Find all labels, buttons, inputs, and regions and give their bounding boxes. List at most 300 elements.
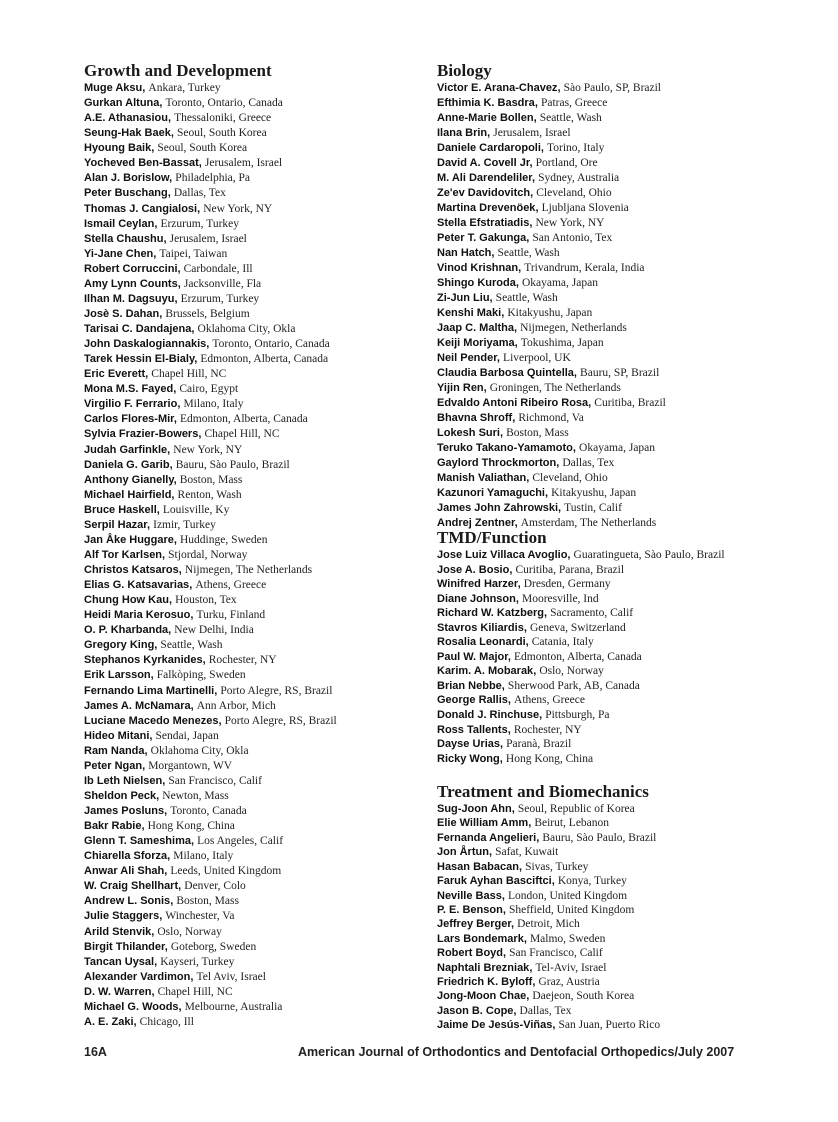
reviewer-name: Anne-Marie Bollen (437, 112, 534, 124)
section-heading: Treatment and Biomechanics (437, 782, 649, 801)
reviewer-location: Paranà, Brazil (506, 738, 572, 751)
reviewer-location: Oslo, Norway (539, 665, 604, 678)
separator: , (514, 337, 521, 349)
separator: , (533, 112, 540, 124)
separator: , (523, 932, 530, 945)
reviewer-location: Louisville, Ky (162, 503, 230, 516)
reviewer-entry (84, 804, 484, 819)
reviewer-location: Rochester, NY (208, 654, 277, 667)
reviewer-name: Daniela G. Garib (84, 458, 170, 471)
reviewer-entry (437, 501, 837, 516)
reviewer-name: Nan Hatch (437, 247, 492, 259)
reviewer-location: Richmond, Va (518, 412, 584, 424)
reviewer-location: Cairo, Egypt (179, 383, 239, 396)
reviewer-entry (437, 1018, 837, 1032)
reviewer-name: Jason B. Cope (437, 1004, 514, 1017)
reviewer-entry (84, 262, 484, 277)
reviewer-location: Milano, Italy (173, 850, 234, 863)
reviewer-location: Trivandrum, Kerala, India (524, 262, 645, 274)
reviewer-entry (84, 217, 484, 232)
separator: , (169, 458, 176, 471)
reviewer-location: Kitakyushu, Japan (507, 307, 593, 319)
reviewer-location: Jerusalem, Israel (169, 232, 247, 245)
reviewer-entry (84, 548, 484, 563)
reviewer-name: Judah Garfinkle (84, 443, 168, 456)
reviewer-entry (84, 729, 484, 744)
reviewer-entry (84, 940, 484, 955)
reviewer-location: Izmir, Turkey (153, 518, 216, 531)
reviewer-name: Ross Tallents (437, 723, 508, 736)
reviewer-name: W. Craig Shellhart (84, 880, 179, 893)
separator: , (499, 752, 506, 765)
reviewer-location: Torino, Italy (547, 142, 605, 154)
reviewer-name: Jan Åke Huggare (84, 533, 174, 546)
reviewer-entry (437, 246, 837, 261)
reviewer-entry (84, 352, 484, 367)
reviewer-entry (84, 533, 484, 548)
reviewer-name: Tarek Hessin El-Bialy (84, 353, 195, 366)
reviewer-entry (84, 970, 484, 985)
reviewer-entry (437, 621, 837, 636)
reviewer-location: Edmonton, Alberta, Canada (514, 650, 642, 663)
reviewer-name: Ilana Brin (437, 127, 488, 139)
reviewer-location: Oklahoma City, Okla (197, 323, 296, 335)
reviewer-name: Victor E. Arana-Chavez (437, 82, 558, 94)
separator: , (150, 669, 157, 682)
reviewer-name: P. E. Benson (437, 903, 503, 916)
reviewer-entry (84, 186, 484, 201)
reviewer-entry (84, 819, 484, 834)
separator: , (513, 1004, 520, 1017)
separator: , (512, 412, 519, 424)
separator: , (154, 217, 161, 230)
reviewer-location: Cleveland, Ohio (536, 187, 612, 199)
reviewer-name: Keiji Moriyama (437, 337, 515, 349)
separator: , (503, 947, 510, 960)
reviewer-location: Tel Aviv, Israel (196, 970, 266, 983)
separator: , (164, 940, 171, 953)
reviewer-location: New York, NY (203, 202, 273, 215)
reviewer-entry (84, 789, 484, 804)
reviewer-entry (84, 894, 484, 909)
reviewer-entry (84, 126, 484, 141)
reviewer-entry (437, 889, 837, 903)
reviewer-entry (437, 186, 837, 201)
separator: , (525, 636, 532, 649)
separator: , (518, 860, 526, 873)
reviewer-location: Bauru, Sào Paulo, Brazil (175, 458, 290, 471)
reviewer-name: Peter T. Gakunga (437, 232, 527, 244)
reviewer-name: Naphtali Brezniak (437, 961, 530, 974)
reviewer-location: Goteborg, Sweden (170, 940, 257, 953)
reviewer-entry (84, 322, 484, 337)
reviewer-name: Karim. A. Mobarak (437, 665, 534, 678)
reviewer-entry (437, 276, 837, 291)
reviewer-entry (437, 231, 837, 246)
reviewer-name: Paul W. Major (437, 650, 508, 663)
reviewer-entry (84, 458, 484, 473)
reviewer-entry (437, 723, 837, 738)
reviewer-location: Toronto, Canada (170, 805, 247, 817)
separator: , (514, 322, 521, 334)
reviewer-location: Seattle, Wash (539, 112, 602, 124)
reviewer-location: San Francisco, Calif (509, 947, 603, 960)
reviewer-location: Sacramento, Calif (550, 607, 634, 620)
reviewer-location: Thessaloniki, Greece (174, 112, 272, 125)
reviewer-location: Boston, Mass (506, 427, 569, 439)
separator: , (526, 232, 533, 244)
reviewer-location: Seoul, South Korea (157, 142, 248, 155)
separator: , (526, 472, 533, 484)
section-heading: Growth and Development (84, 61, 272, 80)
reviewer-name: Ismail Ceylan (84, 217, 155, 230)
reviewer-location: Toronto, Ontario, Canada (212, 338, 330, 351)
reviewer-entry (84, 81, 484, 96)
separator: , (545, 487, 552, 499)
reviewer-entry (437, 396, 837, 411)
reviewer-location: Ann Arbor, Mich (196, 699, 276, 712)
reviewer-name: Edvaldo Antoni Ribeiro Rosa (437, 397, 589, 409)
reviewer-location: Jerusalem, Israel (204, 157, 283, 170)
reviewer-location: San Antonio, Tex (532, 232, 613, 244)
reviewer-location: Cleveland, Ohio (532, 472, 608, 484)
reviewer-entry (437, 171, 837, 186)
separator: , (177, 398, 184, 411)
separator: , (133, 1015, 140, 1028)
reviewer-location: Rochester, NY (513, 723, 582, 736)
reviewer-entry (84, 714, 484, 729)
reviewer-name: Jose A. Bosio (437, 563, 510, 576)
separator: , (557, 82, 564, 94)
reviewer-name: Luciane Macedo Menezes (84, 714, 219, 727)
reviewer-entry (437, 366, 837, 381)
reviewer-entry (84, 1015, 484, 1030)
reviewer-name: Rosalia Leonardi (437, 636, 526, 649)
reviewer-name: Michael Hairfield (84, 488, 172, 501)
reviewer-location: Sivas, Turkey (525, 860, 589, 873)
reviewer-name: Winifred Harzer (437, 578, 518, 591)
separator: , (552, 1019, 559, 1032)
reviewer-entry (84, 925, 484, 940)
reviewer-entry (84, 473, 484, 488)
reviewer-location: Falkòping, Sweden (156, 669, 246, 682)
reviewer-entry (437, 96, 837, 111)
reviewer-location: Jerusalem, Israel (493, 127, 571, 139)
reviewer-name: Vinod Krishnan (437, 262, 519, 274)
reviewer-entry (437, 664, 837, 679)
separator: , (190, 609, 197, 622)
reviewer-entry (84, 985, 484, 1000)
reviewer-entry (437, 606, 837, 621)
separator: , (529, 157, 536, 169)
separator: , (178, 564, 185, 576)
section-biology (437, 61, 837, 531)
separator: , (515, 592, 522, 605)
reviewer-name: Ib Leth Nielsen (84, 774, 163, 787)
reviewer-name: Birgit Thilander (84, 940, 165, 953)
reviewer-entry (84, 202, 484, 217)
reviewer-entry (437, 548, 837, 563)
separator: , (141, 820, 148, 833)
separator: , (168, 624, 175, 637)
separator: , (194, 353, 201, 366)
separator: , (173, 473, 180, 486)
separator: , (551, 875, 558, 888)
reviewer-name: Yijin Ren (437, 382, 484, 394)
reviewer-name: John Daskalogiannakis (84, 338, 207, 351)
reviewer-entry (84, 232, 484, 247)
reviewer-name: Christos Katsaros (84, 564, 179, 576)
reviewer-location: New York, NY (173, 443, 243, 456)
separator: , (153, 247, 160, 260)
reviewer-entry (84, 684, 484, 699)
reviewer-entry (437, 441, 837, 456)
separator: , (536, 831, 543, 844)
reviewer-name: Yocheved Ben-Bassat (84, 157, 199, 170)
reviewer-name: Arild Stenvik (84, 925, 152, 938)
reviewer-name: Alan J. Borislow (84, 172, 170, 185)
reviewer-entry (84, 849, 484, 864)
reviewer-location: Turku, Finland (196, 609, 266, 622)
reviewer-location: Toronto, Ontario, Canada (165, 97, 283, 110)
reviewer-name: Hyoung Baik (84, 142, 152, 155)
reviewer-entry (84, 503, 484, 518)
reviewer-entry (84, 653, 484, 668)
reviewer-entry (437, 946, 837, 960)
separator: , (190, 835, 198, 848)
reviewer-name: Jaime De Jesús-Viñas (437, 1019, 553, 1032)
separator: , (534, 97, 541, 109)
reviewer-entry (84, 307, 484, 322)
reviewer-location: Geneva, Switzerland (529, 621, 626, 634)
reviewer-entry (437, 261, 837, 276)
separator: , (151, 142, 158, 155)
reviewer-entry (437, 336, 837, 351)
reviewer-location: Groningen, The Netherlands (489, 382, 621, 394)
reviewer-entry (84, 337, 484, 352)
reviewer-location: Chapel Hill, NC (157, 985, 233, 998)
reviewer-name: Shingo Kuroda (437, 277, 516, 289)
reviewer-location: Leeds, United Kingdom (170, 865, 282, 878)
reviewer-location: Tokushima, Japan (520, 337, 604, 349)
section-tmd-function (437, 528, 837, 766)
reviewer-entry (437, 216, 837, 231)
separator: , (529, 217, 536, 229)
reviewer-entry (437, 291, 837, 306)
reviewer-name: Chiarella Sforza (84, 850, 168, 863)
reviewer-name: Sheldon Peck (84, 789, 157, 802)
reviewer-location: Catania, Italy (531, 636, 594, 649)
reviewer-name: Alexander Vardimon (84, 970, 191, 983)
reviewer-name: Virgilio F. Ferrario (84, 398, 178, 411)
reviewer-entry (437, 650, 837, 665)
reviewer-name: Fernanda Angelieri (437, 831, 537, 844)
separator: , (483, 382, 490, 394)
reviewer-entry (84, 955, 484, 970)
reviewer-name: Heidi Maria Kerosuo (84, 609, 191, 622)
separator: , (173, 383, 180, 396)
separator: , (151, 985, 158, 998)
reviewer-name: D. W. Warren (84, 985, 152, 998)
reviewer-entry (84, 668, 484, 683)
reviewer-location: Seoul, South Korea (176, 127, 267, 140)
reviewer-name: Bruce Haskell (84, 503, 157, 516)
reviewer-entry (437, 903, 837, 917)
reviewer-name: Alf Tor Karlsen (84, 548, 163, 561)
reviewer-entry (84, 443, 484, 458)
reviewer-location: Porto Alegre, RS, Brazil (224, 714, 337, 727)
separator: , (488, 846, 496, 859)
reviewer-name: Hideo Mitani (84, 729, 150, 742)
separator: , (151, 925, 158, 938)
reviewer-name: Donald J. Rinchuse (437, 709, 540, 722)
reviewer-name: Martina Drevenöek (437, 202, 536, 214)
reviewer-location: Sheffield, United Kingdom (508, 903, 635, 916)
reviewer-name: O. P. Kharbanda (84, 624, 169, 637)
reviewer-name: Brian Nebbe (437, 679, 502, 692)
reviewer-location: Jacksonville, Fla (183, 277, 262, 290)
reviewer-location: Hong Kong, China (147, 820, 235, 833)
reviewer-entry (84, 277, 484, 292)
separator: , (496, 352, 504, 364)
separator: , (170, 895, 177, 908)
separator: , (509, 563, 516, 576)
reviewer-name: Robert Corruccini (84, 262, 178, 275)
reviewer-entry (84, 1000, 484, 1015)
reviewer-name: Serpil Hazar (84, 518, 147, 531)
reviewer-name: Thomas J. Cangialosi (84, 202, 198, 215)
reviewer-name: Gregory King (84, 639, 155, 652)
reviewer-location: Erzurum, Turkey (160, 217, 240, 230)
reviewer-location: Sendai, Japan (155, 729, 219, 742)
reviewer-name: Diane Johnson (437, 592, 516, 605)
separator: , (507, 694, 515, 707)
reviewer-name: Dayse Urias (437, 738, 500, 751)
reviewer-entry (84, 111, 484, 126)
reviewer-name: M. Ali Darendeliler (437, 172, 532, 184)
reviewer-location: Porto Alegre, RS, Brazil (220, 684, 333, 697)
reviewer-location: Daejeon, South Korea (532, 990, 635, 1003)
separator: , (163, 232, 170, 245)
reviewer-location: Graz, Austria (538, 976, 600, 989)
reviewer-name: Daniele Cardaropoli (437, 142, 541, 154)
separator: , (177, 277, 184, 290)
reviewer-entry (437, 486, 837, 501)
reviewer-name: Tancan Uysal (84, 955, 155, 968)
separator: , (539, 709, 546, 722)
reviewer-location: Seattle, Wash (160, 639, 223, 652)
reviewer-name: Anthony Gianelly (84, 473, 174, 486)
reviewer-location: Philadelphia, Pa (175, 172, 251, 185)
separator: , (540, 142, 548, 154)
reviewer-entry (437, 975, 837, 989)
reviewer-name: Gaylord Throckmorton (437, 457, 557, 469)
reviewer-entry (84, 96, 484, 111)
reviewer-name: Jon Årtun (437, 846, 489, 859)
separator: , (154, 639, 161, 652)
reviewer-name: Efthimia K. Basdra (437, 97, 535, 109)
reviewer-entry (437, 201, 837, 216)
reviewer-entry (437, 802, 837, 816)
reviewer-entry (437, 141, 837, 156)
reviewer-location: Morgantown, WV (148, 759, 233, 772)
reviewer-location: Tustin, Calif (564, 502, 622, 514)
page-number: 16A (84, 1045, 107, 1059)
reviewer-name: Zi-Jun Liu (437, 292, 490, 304)
separator: , (159, 97, 166, 110)
reviewer-entry (84, 699, 484, 714)
separator: , (501, 889, 508, 902)
reviewer-name: Kenshi Maki (437, 307, 502, 319)
reviewer-entry (84, 412, 484, 427)
separator: , (501, 679, 508, 692)
reviewer-entry (437, 737, 837, 752)
separator: , (530, 187, 537, 199)
separator: , (164, 805, 171, 817)
reviewer-name: Anwar Ali Shah (84, 865, 165, 878)
reviewer-entry (84, 382, 484, 397)
reviewer-entry (437, 563, 837, 578)
reviewer-name: Bakr Rabie (84, 820, 142, 833)
reviewer-entry (84, 156, 484, 171)
reviewer-name: Manish Valiathan (437, 472, 527, 484)
separator: , (169, 172, 176, 185)
reviewer-entry (84, 367, 484, 382)
reviewer-location: San Juan, Puerto Rico (558, 1019, 661, 1032)
reviewer-location: Dresden, Germany (523, 578, 611, 591)
reviewer-location: London, United Kingdom (507, 889, 628, 902)
reviewer-name: Eric Everett (84, 368, 146, 381)
reviewer-name: Andrej Zentner (437, 517, 515, 529)
reviewer-entry (437, 411, 837, 426)
journal-footer: American Journal of Orthodontics and Dentofacial Orthopedics/July 2007 (298, 1045, 735, 1059)
reviewer-entry (437, 471, 837, 486)
separator: , (178, 880, 185, 893)
separator: , (511, 803, 518, 815)
separator: , (167, 112, 175, 125)
reviewer-location: Bauru, SP, Brazil (580, 367, 660, 379)
separator: , (499, 427, 507, 439)
separator: , (171, 488, 178, 501)
reviewer-name: James A. McNamara (84, 699, 191, 712)
reviewer-name: Elie William Amm (437, 817, 529, 830)
separator: , (167, 187, 174, 200)
reviewer-name: Lokesh Suri (437, 427, 500, 439)
reviewer-location: Seattle, Wash (495, 292, 558, 304)
reviewer-entry (84, 744, 484, 759)
reviewer-location: Detroit, Mich (517, 918, 580, 931)
reviewer-entry (437, 456, 837, 471)
reviewer-location: San Francisco, Calif (168, 774, 262, 787)
reviewer-location: Curitiba, Brazil (594, 397, 666, 409)
reviewer-name: Bhavna Shroff (437, 412, 513, 424)
reviewer-entry (437, 306, 837, 321)
separator: , (173, 413, 180, 426)
separator: , (588, 397, 595, 409)
reviewer-location: Okayama, Japan (521, 277, 598, 289)
reviewer-name: A.E. Athanasiou (84, 112, 168, 125)
reviewer-entry (84, 578, 484, 593)
separator: , (218, 714, 225, 727)
reviewer-location: Chapel Hill, NC (151, 368, 227, 381)
separator: , (149, 729, 156, 742)
reviewer-location: Denver, Colo (184, 880, 246, 893)
separator: , (214, 684, 221, 697)
separator: , (198, 428, 205, 441)
separator: , (523, 621, 530, 634)
separator: , (533, 665, 540, 678)
reviewer-entry (437, 917, 837, 931)
